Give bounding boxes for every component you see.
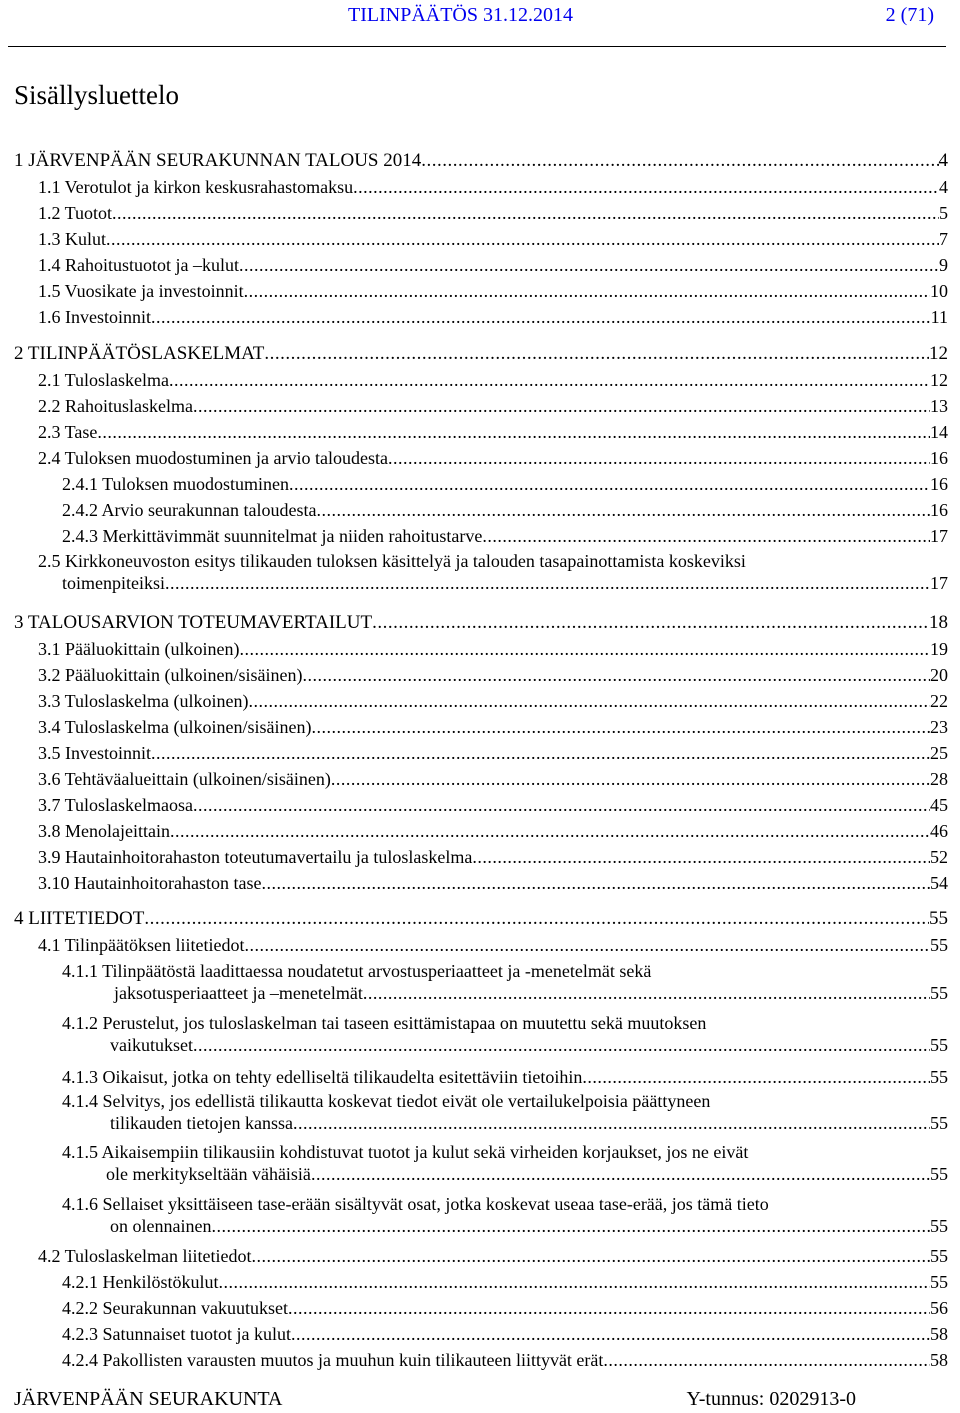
toc-entry[interactable]	[38, 716, 948, 738]
toc-entry[interactable]	[38, 768, 948, 790]
toc-entry-page: 19	[930, 639, 948, 659]
toc-entry[interactable]	[38, 421, 948, 443]
toc-entry-label: 4.1.6 Sellaiset yksittäiseen tase-erään sisältyvät osat, jotka koskevat useaa tase-erää, jos tämä tieto	[62, 1194, 769, 1214]
toc-entry-label: 4.1.4 Selvitys, jos edellistä tilikautta koskevat tiedot eivät ole vertailukelpoisia päättyneen	[62, 1091, 711, 1111]
dot-leader	[249, 690, 931, 712]
toc-entry-label: 4 LIITETIEDOT	[14, 908, 145, 929]
toc-entry-label: 2 TILINPÄÄTÖSLASKELMAT	[14, 343, 265, 364]
toc-entry[interactable]	[14, 343, 948, 365]
toc-entry-page: 55	[930, 1067, 948, 1087]
toc-entry-page: 55	[930, 1272, 948, 1292]
toc-entry[interactable]	[38, 664, 948, 686]
toc-entry-page: 58	[930, 1350, 948, 1370]
dot-leader	[388, 447, 930, 469]
toc-entry[interactable]	[38, 202, 948, 224]
toc-entry[interactable]	[62, 1090, 948, 1134]
toc-entry[interactable]	[38, 638, 948, 660]
toc-entry-page: 55	[930, 983, 948, 1003]
toc-entry[interactable]	[62, 473, 948, 495]
toc-entry-page: 4	[939, 177, 948, 197]
toc-entry-label: 2.3 Tase	[38, 422, 98, 442]
toc-entry-label: 3.10 Hautainhoitorahaston tase	[38, 873, 262, 893]
toc-entry[interactable]	[38, 254, 948, 276]
toc-entry-label: 3.5 Investoinnit	[38, 743, 151, 763]
toc-entry-page: 56	[930, 1298, 948, 1318]
toc-entry-page: 46	[930, 821, 948, 841]
toc-entry-page: 22	[930, 691, 948, 711]
toc-entry-label-continued: toimenpiteiksi	[62, 573, 165, 593]
toc-entry-label: 2.4.2 Arvio seurakunnan taloudesta	[62, 500, 317, 520]
dot-leader	[482, 525, 930, 547]
toc-entry-label: 3.9 Hautainhoitorahaston toteutumavertailu ja tuloslaskelma	[38, 847, 473, 867]
toc-entry-label: 4.2.4 Pakollisten varausten muutos ja muuhun kuin tilikauteen liittyvät erät	[62, 1350, 604, 1370]
dot-leader	[252, 1245, 930, 1267]
toc-entry-label: 3.8 Menolajeittain	[38, 821, 170, 841]
toc-entry[interactable]	[38, 742, 948, 764]
dot-leader	[97, 421, 930, 443]
toc-entry-page: 28	[930, 769, 948, 789]
dot-leader	[165, 572, 930, 594]
toc-entry-page: 52	[930, 847, 948, 867]
toc-entry-page: 13	[930, 396, 948, 416]
dot-leader	[169, 369, 930, 391]
toc-entry-label: 4.1.3 Oikaisut, jotka on tehty edelliseltä tilikaudelta esitettäviin tietoihin	[62, 1067, 583, 1087]
toc-entry-label: 3.2 Pääluokittain (ulkoinen/sisäinen)	[38, 665, 303, 685]
dot-leader	[372, 612, 929, 634]
toc-entry-page: 9	[939, 255, 948, 275]
toc-entry-page: 58	[930, 1324, 948, 1344]
toc-entry[interactable]	[62, 1066, 948, 1088]
dot-leader	[112, 202, 939, 224]
toc-entry-label: 3.4 Tuloslaskelma (ulkoinen/sisäinen)	[38, 717, 312, 737]
toc-entry-label: 3.1 Pääluokittain (ulkoinen)	[38, 639, 240, 659]
toc-entry-page: 55	[930, 1035, 948, 1055]
dot-leader	[151, 742, 930, 764]
toc-entry-page: 45	[930, 795, 948, 815]
toc-entry[interactable]	[38, 280, 948, 302]
header-rule	[8, 46, 946, 47]
toc-entry-label-continued: ole merkitykseltään vähäisiä	[106, 1164, 311, 1184]
dot-leader	[264, 343, 929, 365]
toc-entry-label: 4.2.1 Henkilöstökulut	[62, 1272, 219, 1292]
toc-entry[interactable]	[62, 525, 948, 547]
toc-entry[interactable]	[38, 846, 948, 868]
toc-entry-page: 16	[930, 500, 948, 520]
toc-entry-page: 25	[930, 743, 948, 763]
toc-entry-label: 3.7 Tuloslaskelmaosa	[38, 795, 194, 815]
toc-entry-label: 4.1.5 Aikaisempiin tilikausiin kohdistuvat tuotot ja kulut sekä virheiden korjaukset, jos ne eivät	[62, 1142, 749, 1162]
dot-leader	[289, 473, 930, 495]
dot-leader	[193, 395, 930, 417]
dot-leader	[472, 846, 930, 868]
toc-entry-page: 10	[930, 281, 948, 301]
dot-leader	[151, 306, 931, 328]
toc-entry[interactable]	[38, 934, 948, 956]
toc-entry[interactable]	[62, 960, 948, 1004]
toc-entry[interactable]	[62, 499, 948, 521]
toc-entry[interactable]	[38, 176, 948, 198]
dot-leader	[193, 1034, 930, 1056]
page-footer	[0, 1388, 960, 1412]
toc-entry-label: 1 JÄRVENPÄÄN SEURAKUNNAN TALOUS 2014	[14, 150, 422, 171]
dot-leader	[331, 768, 930, 790]
dot-leader	[244, 280, 930, 302]
dot-leader	[353, 176, 939, 198]
toc-entry-label: 3.6 Tehtäväalueittain (ulkoinen/sisäinen)	[38, 769, 331, 789]
toc-entry[interactable]	[38, 820, 948, 842]
dot-leader	[219, 1271, 931, 1293]
dot-leader	[363, 982, 930, 1004]
toc-entry[interactable]	[38, 550, 948, 594]
dot-leader	[193, 794, 930, 816]
toc-entry-label: 1.5 Vuosikate ja investoinnit	[38, 281, 244, 301]
dot-leader	[421, 150, 938, 172]
toc-entry-page: 12	[930, 370, 948, 390]
toc-entry-label: 1.4 Rahoitustuotot ja –kulut	[38, 255, 239, 275]
dot-leader	[311, 1163, 930, 1185]
toc-entry-page: 7	[939, 229, 948, 249]
toc-entry-page: 17	[930, 573, 948, 593]
toc-entry[interactable]	[38, 306, 948, 328]
toc-entry[interactable]	[38, 872, 948, 894]
toc-entry-label: 2.5 Kirkkoneuvoston esitys tilikauden tuloksen käsittelyä ja talouden tasapainottamista koskeviksi	[38, 551, 746, 571]
toc-entry-page: 5	[939, 203, 948, 223]
toc-entry-label: 2.4.3 Merkittävimmät suunnitelmat ja niiden rahoitustarve	[62, 526, 483, 546]
dot-leader	[291, 1323, 930, 1345]
dot-leader	[261, 872, 930, 894]
toc-entry-label: 4.1.2 Perustelut, jos tuloslaskelman tai taseen esittämistapaa on muutettu sekä muutoksen	[62, 1013, 707, 1033]
toc-entry[interactable]	[62, 1012, 948, 1056]
dot-leader	[293, 1112, 930, 1134]
toc-entry[interactable]	[38, 447, 948, 469]
toc-entry[interactable]	[14, 908, 948, 930]
toc-entry-label: 2.1 Tuloslaskelma	[38, 370, 170, 390]
toc-entry[interactable]	[38, 395, 948, 417]
toc-entry-page: 23	[930, 717, 948, 737]
toc-entry[interactable]	[38, 690, 948, 712]
toc-entry-label: 1.2 Tuotot	[38, 203, 113, 223]
toc-entry-label: 3 TALOUSARVION TOTEUMAVERTAILUT	[14, 612, 373, 633]
dot-leader	[106, 228, 939, 250]
dot-leader	[603, 1349, 930, 1371]
toc-entry-label: 4.1 Tilinpäätöksen liitetiedot	[38, 935, 245, 955]
toc-entry[interactable]	[14, 612, 948, 634]
toc-entry-label-continued: jaksotusperiaatteet ja –menetelmät	[114, 983, 363, 1003]
toc-entry-label: 1.6 Investoinnit	[38, 307, 151, 327]
toc-entry[interactable]	[62, 1323, 948, 1345]
toc-entry[interactable]	[14, 150, 948, 172]
toc-entry-page: 16	[930, 448, 948, 468]
toc-entry[interactable]	[62, 1349, 948, 1371]
dot-leader	[245, 934, 931, 956]
footer-organization: JÄRVENPÄÄN SEURAKUNTA	[14, 1388, 283, 1410]
page-header	[0, 0, 960, 48]
document-title: TILINPÄÄTÖS 31.12.2014	[348, 4, 573, 26]
toc-entry[interactable]	[38, 794, 948, 816]
dot-leader	[582, 1066, 930, 1088]
toc-entry-label: 1.1 Verotulot ja kirkon keskusrahastomaksu	[38, 177, 354, 197]
dot-leader	[239, 254, 939, 276]
page-number: 2 (71)	[885, 4, 934, 26]
toc-entry-page: 14	[930, 422, 948, 442]
toc-entry-page: 4	[938, 150, 948, 171]
toc-entry-page: 55	[930, 1216, 948, 1236]
footer-business-id: Y-tunnus: 0202913-0	[686, 1388, 856, 1410]
toc-entry[interactable]	[62, 1193, 948, 1237]
toc-entry-label: 1.3 Kulut	[38, 229, 107, 249]
dot-leader	[316, 499, 930, 521]
dot-leader	[302, 664, 930, 686]
toc-entry-label-continued: vaikutukset	[110, 1035, 193, 1055]
toc-entry-page: 18	[929, 612, 948, 633]
toc-title: Sisällysluettelo	[14, 80, 179, 110]
toc-entry-page: 55	[930, 935, 948, 955]
toc-entry-label: 2.4 Tuloksen muodostuminen ja arvio taloudesta	[38, 448, 388, 468]
toc-entry-page: 54	[930, 873, 948, 893]
toc-entry-label: 4.2.3 Satunnaiset tuotot ja kulut	[62, 1324, 291, 1344]
toc-entry-label-continued: tilikauden tietojen kanssa	[110, 1113, 293, 1133]
toc-entry[interactable]	[62, 1297, 948, 1319]
toc-entry-page: 11	[930, 307, 948, 327]
toc-entry-page: 55	[930, 1246, 948, 1266]
toc-entry-page: 20	[930, 665, 948, 685]
dot-leader	[211, 1215, 930, 1237]
toc-entry-page: 12	[929, 343, 948, 364]
toc-entry[interactable]	[62, 1141, 948, 1185]
dot-leader	[312, 716, 931, 738]
toc-entry-label: 4.2.2 Seurakunnan vakuutukset	[62, 1298, 288, 1318]
toc-entry-page: 17	[930, 526, 948, 546]
toc-entry-label: 4.1.1 Tilinpäätöstä laadittaessa noudatetut arvostusperiaatteet ja -menetelmät sekä	[62, 961, 652, 981]
toc-entry-label: 4.2 Tuloslaskelman liitetiedot	[38, 1246, 252, 1266]
toc-entry-label: 2.4.1 Tuloksen muodostuminen	[62, 474, 290, 494]
toc-entry-page: 55	[930, 1113, 948, 1133]
dot-leader	[288, 1297, 930, 1319]
toc-entry-page: 55	[929, 908, 948, 929]
dot-leader	[170, 820, 930, 842]
toc-entry[interactable]	[38, 228, 948, 250]
toc-entry-page: 55	[930, 1164, 948, 1184]
toc-entry-label: 2.2 Rahoituslaskelma	[38, 396, 193, 416]
dot-leader	[239, 638, 930, 660]
toc-entry[interactable]	[38, 369, 948, 391]
toc-entry-page: 16	[930, 474, 948, 494]
toc-entry[interactable]	[62, 1271, 948, 1293]
toc-entry-label: 3.3 Tuloslaskelma (ulkoinen)	[38, 691, 249, 711]
toc-entry-label-continued: on olennainen	[110, 1216, 212, 1236]
toc-entry[interactable]	[38, 1245, 948, 1267]
dot-leader	[144, 908, 929, 930]
